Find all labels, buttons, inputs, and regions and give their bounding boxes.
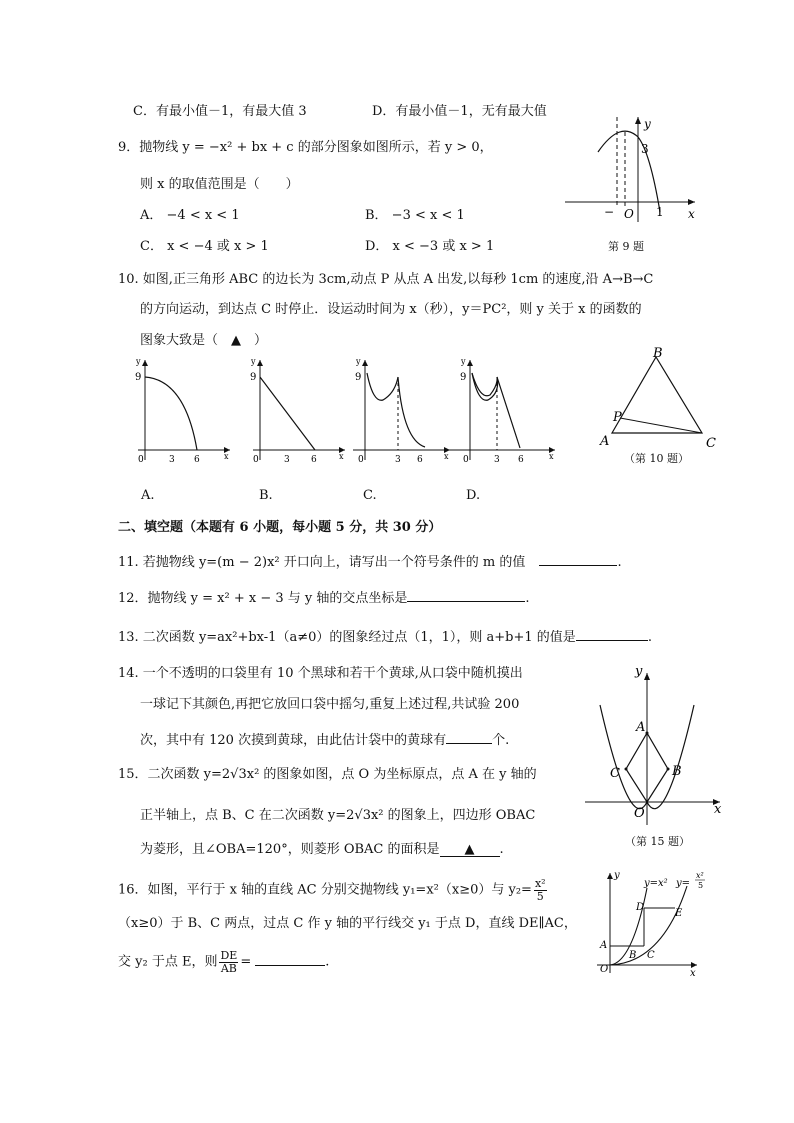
q16-figure [592, 868, 707, 978]
q15-answer-blank: ▲ [440, 844, 500, 857]
q10-graph-c [345, 355, 455, 465]
svg-text:O: O [634, 806, 645, 821]
svg-text:3: 3 [169, 455, 175, 465]
svg-text:6: 6 [518, 455, 524, 465]
q12-answer-blank [407, 589, 525, 602]
svg-text:y: y [356, 357, 361, 366]
svg-text:0: 0 [463, 455, 469, 465]
svg-text:0: 0 [138, 455, 144, 465]
q9-one: 1 [656, 205, 664, 219]
q8-option-c: C．有最小值－1，有最大值 3 [133, 104, 307, 119]
q10-graph-b [245, 355, 350, 465]
svg-text:6: 6 [194, 455, 200, 465]
svg-text:x: x [549, 452, 554, 461]
q9-option-a: A． −4 < x < 1 [140, 208, 240, 223]
q14-line2: 一球记下其颜色,再把它放回口袋中摇匀,重复上述过程,共试验 200 [140, 697, 520, 712]
svg-text:x²: x² [696, 871, 704, 880]
q9-option-c: C． x < −4 或 x > 1 [140, 239, 269, 254]
svg-text:3: 3 [284, 455, 290, 465]
q12: 12．抛物线 y = x² + x − 3 与 y 轴的交点坐标是 . [118, 591, 530, 606]
q16-y2-fraction: $\frac{\text{x²}}{5}$ [534, 877, 546, 903]
q10-triangle [590, 345, 730, 455]
q16-answer-blank [255, 953, 325, 966]
q8-option-d: D．有最小值－1，无有最大值 [372, 104, 547, 119]
q10-line3: 图象大致是（ ▲ ） [140, 333, 267, 348]
q14-line1: 14. 一个不透明的口袋里有 10 个黑球和若干个黄球,从口袋中随机摸出 [118, 666, 523, 681]
svg-text:C: C [647, 950, 655, 961]
svg-text:3: 3 [395, 455, 401, 465]
q16-ratio-fraction: $\frac{DE}{AB}$ [220, 949, 238, 975]
svg-text:x: x [690, 968, 696, 978]
q10-graph-d [450, 355, 560, 465]
svg-text:y: y [614, 870, 620, 881]
svg-text:9: 9 [355, 372, 362, 383]
q10-option-c: C. [363, 488, 377, 503]
svg-text:A: A [636, 720, 646, 735]
svg-text:y: y [251, 357, 256, 366]
q11: 11. 若抛物线 y=(m − 2)x² 开口向上，请写出一个符号条件的 m 的值 . [118, 555, 622, 570]
svg-text:C: C [706, 436, 716, 451]
svg-text:x: x [339, 452, 344, 461]
q9-y-label: y [644, 117, 651, 131]
q9-stem: 9．抛物线 y = −x² + bx + c 的部分图象如图所示，若 y > 0， [118, 140, 493, 155]
q9-neg: − [604, 205, 615, 219]
svg-text:y=x²: y=x² [644, 878, 668, 889]
svg-text:y: y [461, 357, 466, 366]
svg-text:B: B [629, 950, 637, 961]
q15-line3: 为菱形，且∠OBA=120°，则菱形 OBAC 的面积是 ▲ . [140, 842, 504, 857]
svg-text:x: x [224, 452, 229, 461]
svg-text:O: O [600, 964, 609, 975]
q15-line2: 正半轴上，点 B、C 在二次函数 y=2√3x² 的图象上，四边形 OBAC [140, 808, 536, 823]
q10-graph-a [130, 355, 235, 465]
q15-line1: 15．二次函数 y=2√3x² 的图象如图，点 O 为坐标原点，点 A 在 y 轴的 [118, 767, 537, 782]
q15-figure [580, 665, 730, 830]
q13: 13. 二次函数 y=ax²+bx-1（a≠0）的图象经过点（1，1），则 a+b+1 的值是 . [118, 630, 652, 645]
svg-text:E: E [675, 908, 683, 919]
section-fill-blank-title: 二、填空题（本题有 6 小题，每小题 5 分，共 30 分） [118, 520, 442, 535]
svg-text:y: y [136, 357, 141, 366]
q9-caption: 第 9 题 [608, 240, 644, 253]
q9-stem2: 则 x 的取值范围是（ ） [140, 177, 299, 192]
svg-text:3: 3 [494, 455, 500, 465]
svg-text:9: 9 [460, 372, 467, 383]
svg-text:6: 6 [417, 455, 423, 465]
svg-text:5: 5 [698, 881, 704, 890]
q10-line2: 的方向运动，到达点 C 时停止．设运动时间为 x（秒），y＝PC²，则 y 关于 x 的函数的 [140, 302, 642, 317]
svg-text:B: B [672, 764, 682, 779]
svg-text:x: x [714, 802, 722, 817]
q14-line3: 次，其中有 120 次摸到黄球，由此估计袋中的黄球有 个. [140, 733, 510, 748]
svg-text:y: y [635, 665, 643, 679]
svg-text:C: C [610, 766, 620, 781]
svg-text:9: 9 [250, 372, 257, 383]
q16-line1: 16．如图，平行于 x 轴的直线 AC 分别交抛物线 y₁=x²（x≥0）与 y₂= $\frac{\text{x²}}{5}$ [118, 877, 546, 903]
svg-text:A: A [600, 434, 610, 449]
q10-option-b: B. [259, 488, 273, 503]
q9-option-b: B． −3 < x < 1 [365, 208, 465, 223]
svg-text:B: B [653, 346, 663, 361]
svg-text:6: 6 [311, 455, 317, 465]
q10-caption: （第 10 题） [624, 452, 689, 465]
q16-line2: （x≥0）于 B、C 两点，过点 C 作 y 轴的平行线交 y₁ 于点 D，直线 DE∥AC， [118, 916, 577, 931]
svg-text:0: 0 [253, 455, 259, 465]
q9-three: 3 [641, 142, 649, 156]
q13-answer-blank [576, 628, 648, 641]
svg-text:D: D [636, 902, 645, 913]
q9-figure [560, 112, 700, 227]
svg-text:0: 0 [358, 455, 364, 465]
q15-caption: （第 15 题） [625, 835, 690, 848]
svg-text:y=: y= [676, 878, 691, 889]
q10-option-d: D. [466, 488, 481, 503]
svg-text:A: A [600, 940, 608, 951]
svg-text:9: 9 [135, 372, 142, 383]
svg-text:x: x [444, 452, 449, 461]
svg-text:P: P [613, 410, 622, 425]
q11-answer-blank [539, 553, 617, 566]
q9-option-d: D． x < −3 或 x > 1 [365, 239, 495, 254]
q10-line1: 10. 如图,正三角形 ABC 的边长为 3cm,动点 P 从点 A 出发,以每秒 1cm 的速度,沿 A→B→C [118, 272, 654, 287]
q9-origin: O [624, 207, 634, 221]
q14-answer-blank [446, 731, 492, 744]
q16-line3: 交 y₂ 于点 E，则 $\frac{DE}{AB}$ = . [118, 949, 330, 975]
q9-x-label: x [688, 207, 695, 221]
q10-option-a: A. [141, 488, 155, 503]
